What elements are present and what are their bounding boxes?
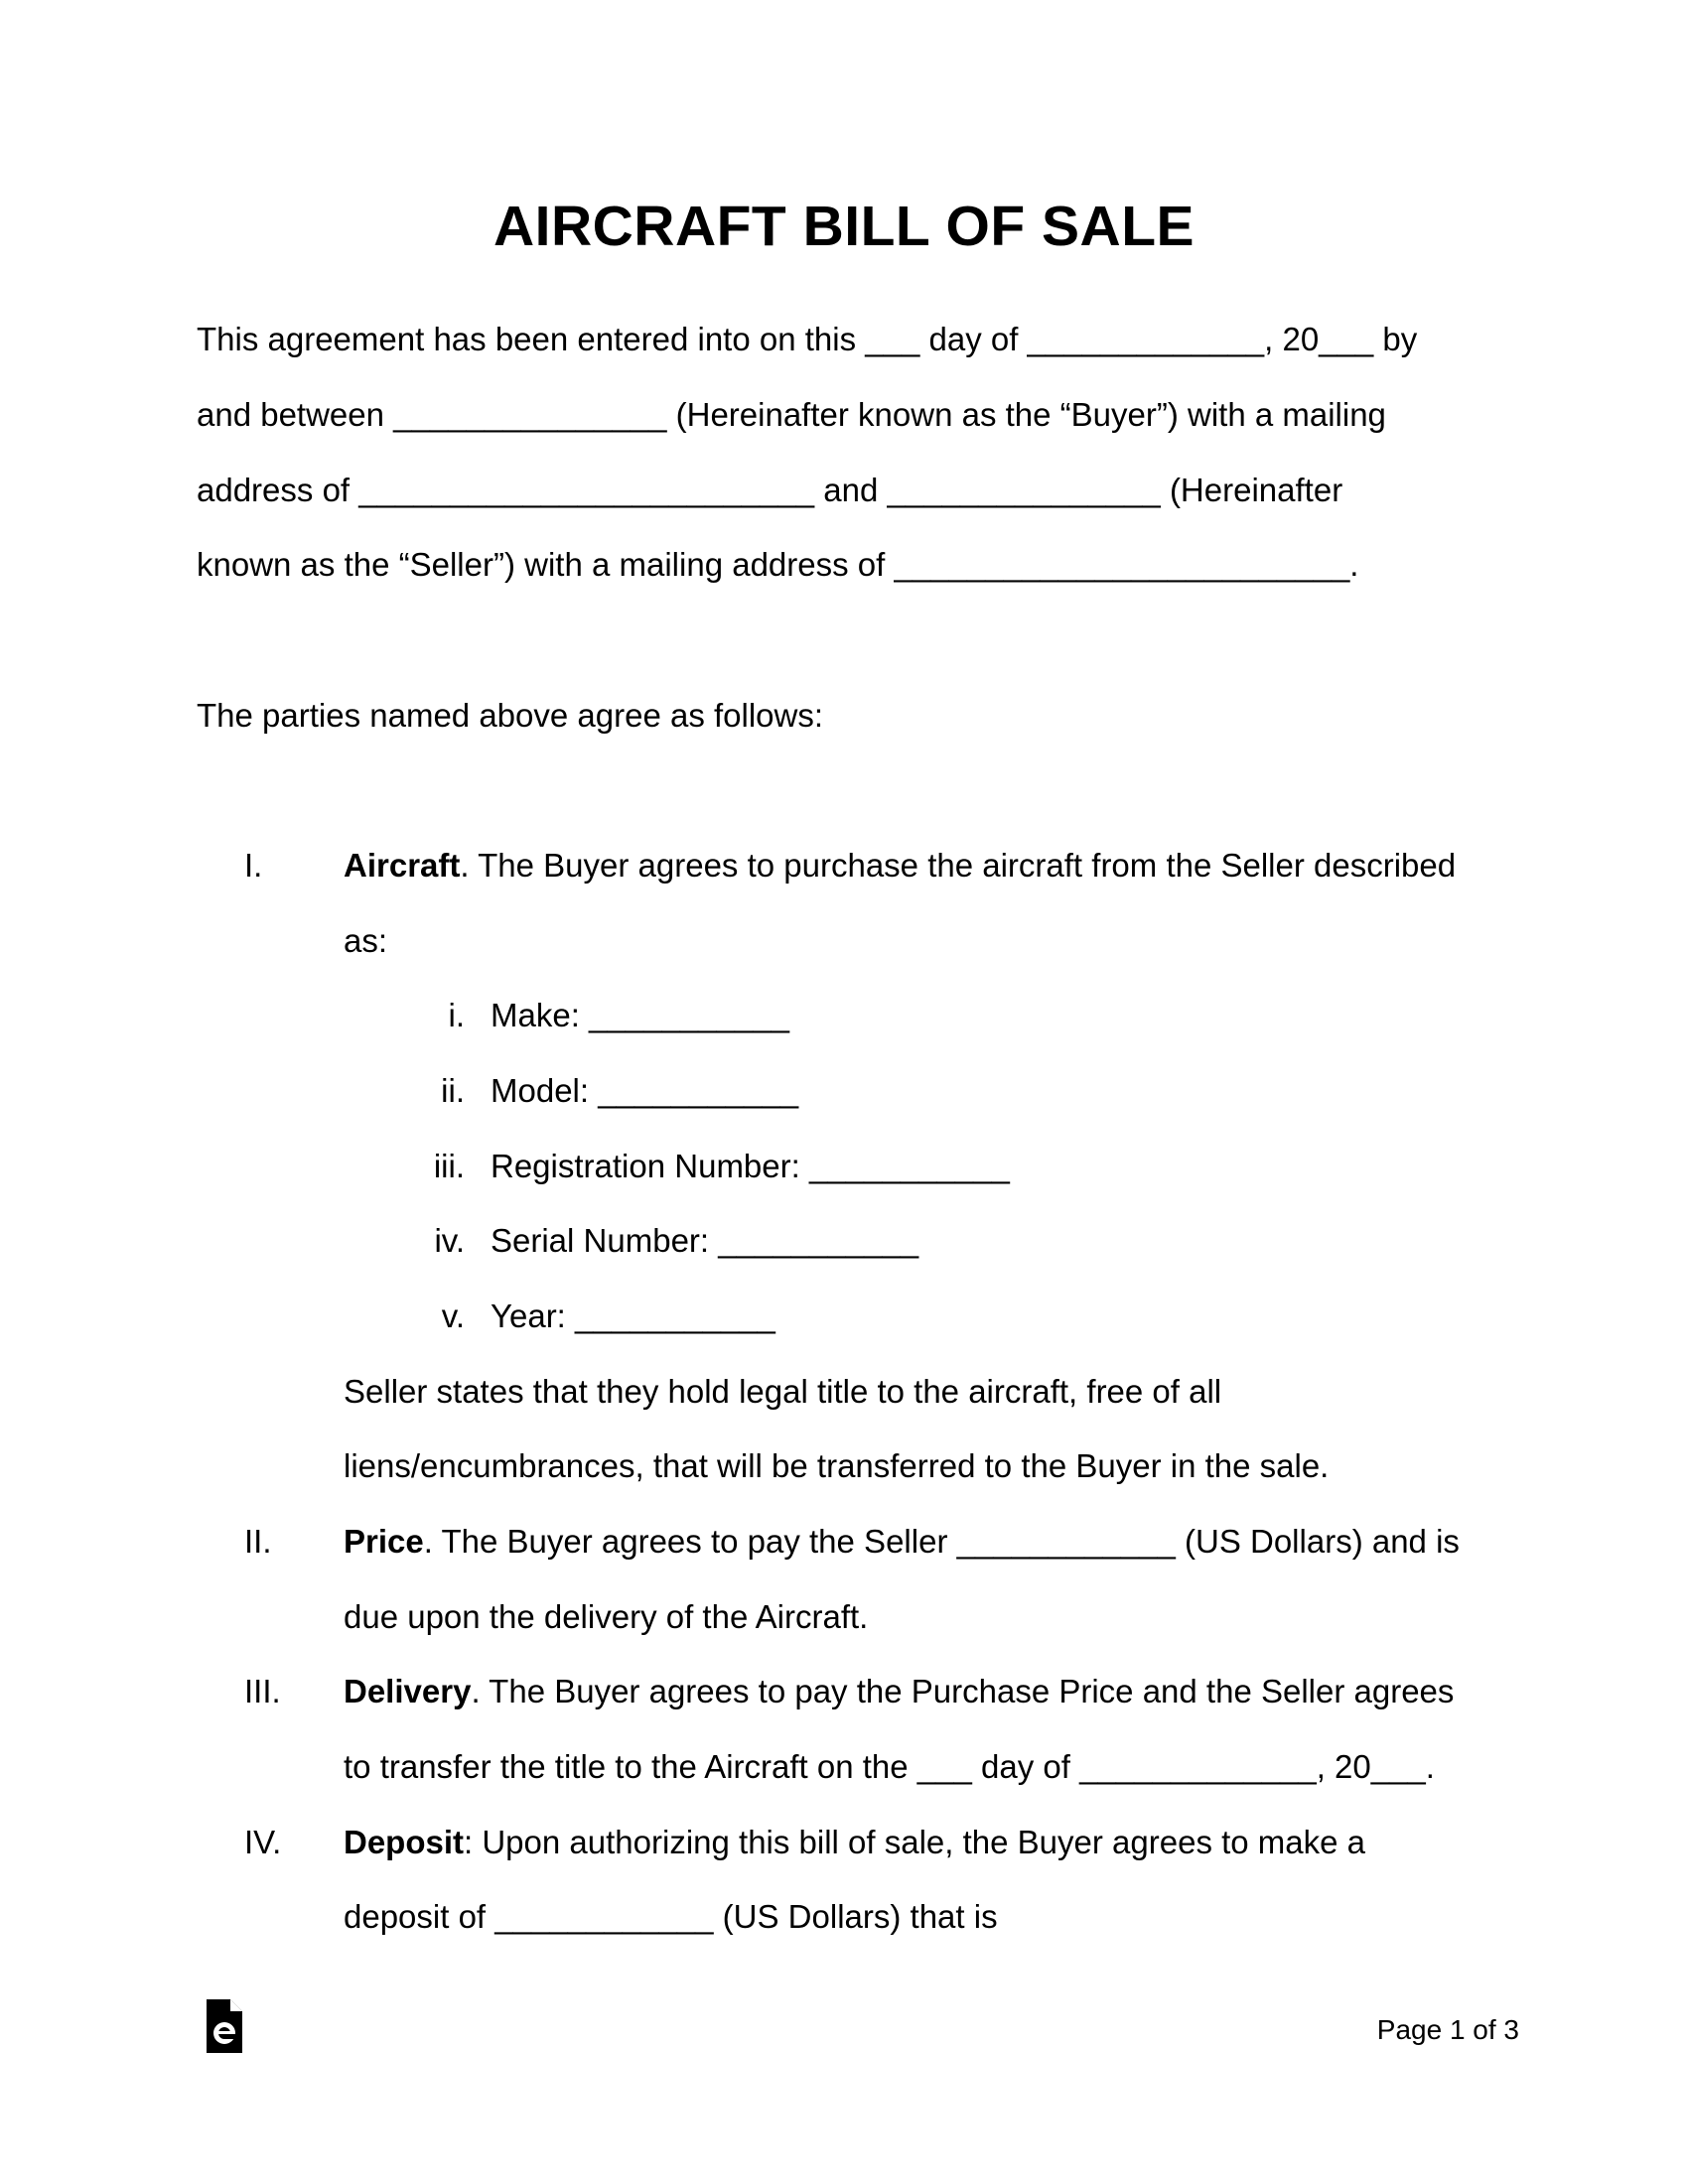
section-4-line-2: deposit of ____________ (US Dollars) that is [344,1898,998,1935]
section-1-after-line-2: liens/encumbrances, that will be transferred to the Buyer in the sale. [344,1447,1330,1484]
section-numeral-1: I. [244,847,263,884]
intro-line-1: This agreement has been entered into on this ___ day of _____________, 20___ by [197,321,1418,357]
eforms-logo-icon [205,1997,244,2055]
section-1-after-line-1: Seller states that they hold legal title to the aircraft, free of all [344,1373,1222,1410]
item-num-5: v. [441,1297,465,1334]
item-serial-number: Serial Number: ___________ [491,1222,919,1259]
section-numeral-4: IV. [244,1824,282,1860]
section-numeral-2: II. [244,1523,272,1560]
item-registration-number: Registration Number: ___________ [491,1148,1010,1184]
eforms-logo-svg [205,1997,244,2055]
intro-line-3: address of _________________________ and _______________ (Hereinafter [197,472,1343,508]
item-num-2: ii. [441,1072,465,1109]
section-3-heading: Delivery [344,1673,472,1709]
section-numeral-3: III. [244,1673,281,1709]
section-3-line-1 [344,1672,1454,1711]
section-3-line-2: to transfer the title to the Aircraft on the ___ day of _____________, 20___. [344,1748,1435,1785]
section-1-line-1 [344,846,1456,886]
section-2-text-1: . The Buyer agrees to pay the Seller ____________ (US Dollars) and is [423,1523,1460,1560]
section-1-text-1: . The Buyer agrees to purchase the aircraft from the Seller described [460,847,1457,884]
item-model: Model: ___________ [491,1072,799,1109]
item-num-1: i. [448,997,465,1033]
parties-agree-text: The parties named above agree as follows: [197,697,824,734]
section-3-text-1: . The Buyer agrees to pay the Purchase Price and the Seller agrees [471,1673,1455,1709]
section-2-line-2: due upon the delivery of the Aircraft. [344,1598,869,1635]
section-1-heading: Aircraft [344,847,461,884]
section-2-heading: Price [344,1523,424,1560]
section-1-line-2: as: [344,922,388,959]
section-2-line-1 [344,1522,1460,1562]
section-4-line-1 [344,1823,1365,1862]
item-make: Make: ___________ [491,997,789,1033]
item-year: Year: ___________ [491,1297,775,1334]
item-num-4: iv. [434,1222,465,1259]
document-title: AIRCRAFT BILL OF SALE [492,195,1196,258]
section-4-heading: Deposit [344,1824,465,1860]
page-number: Page 1 of 3 [1376,2014,1519,2045]
item-num-3: iii. [433,1148,465,1184]
intro-line-2: and between _______________ (Hereinafter known as the “Buyer”) with a mailing [197,396,1386,433]
section-4-text-1: : Upon authorizing this bill of sale, the Buyer agrees to make a [464,1824,1366,1860]
intro-line-4: known as the “Seller”) with a mailing address of _________________________. [197,546,1359,583]
